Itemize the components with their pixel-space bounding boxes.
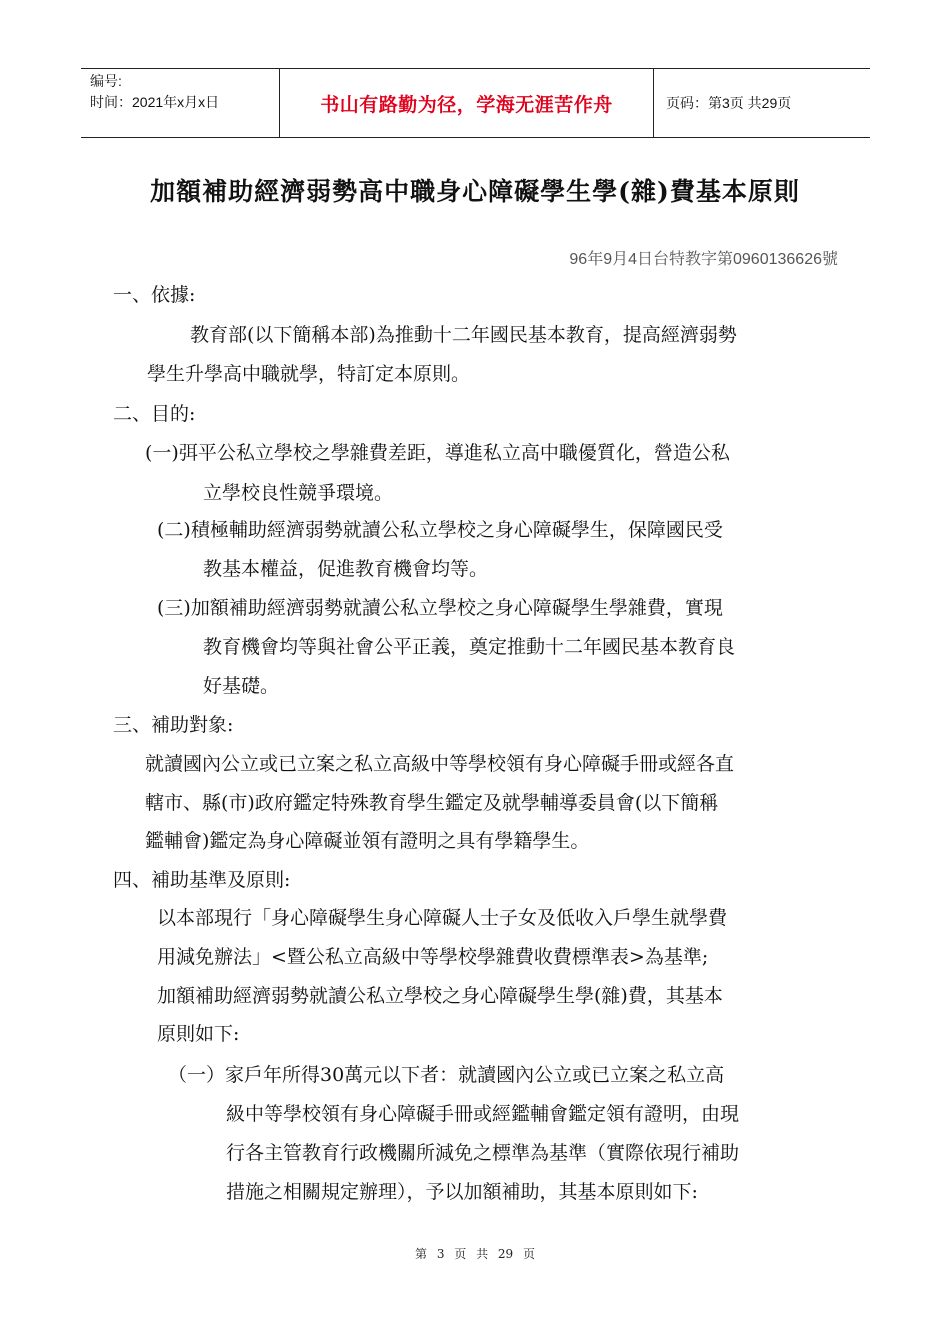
header-motto: 书山有路勤为径，学海无涯苦作舟 <box>320 93 613 116</box>
document-code-label: 编号: <box>90 73 122 89</box>
section-heading-criteria: 四、補助基準及原則: <box>113 869 291 891</box>
paragraph-line: （一）家戶年所得30萬元以下者：就讀國內公立或已立案之私立高 <box>168 1064 725 1086</box>
header-page-cell <box>654 69 870 137</box>
section-heading-basis: 一、依據: <box>113 284 196 306</box>
paragraph-line: (二)積極輔助經濟弱勢就讀公私立學校之身心障礙學生，保障國民受 <box>157 519 723 541</box>
paragraph-line: 行各主管教育行政機關所減免之標準為基準（實際依現行補助 <box>226 1142 740 1164</box>
paragraph-line: 教育部(以下簡稱本部)為推動十二年國民基本教育，提高經濟弱勢 <box>190 324 737 346</box>
header-page-number: 页码：第3页 共29页 <box>666 95 792 111</box>
section-heading-target: 三、補助對象: <box>113 714 234 736</box>
header-meta-cell <box>81 69 280 137</box>
paragraph-line: (三)加額補助經濟弱勢就讀公私立學校之身心障礙學生學雜費，實現 <box>157 597 723 619</box>
paragraph-line: 用減免辦法」<暨公私立高級中等學校學雜費收費標準表>為基準; <box>157 946 709 968</box>
paragraph-line: 好基礎。 <box>203 675 280 697</box>
paragraph-line: 教基本權益，促進教育機會均等。 <box>203 558 489 580</box>
header-motto-cell <box>280 69 654 137</box>
document-reference: 96年9月4日台特教字第0960136626號 <box>569 251 838 268</box>
section-heading-purpose: 二、目的: <box>113 403 196 425</box>
paragraph-line: 級中等學校領有身心障礙手冊或經鑑輔會鑑定領有證明，由現 <box>226 1103 740 1125</box>
paragraph-line: 立學校良性競爭環境。 <box>203 482 394 504</box>
paragraph-line: 就讀國內公立或已立案之私立高級中等學校領有身心障礙手冊或經各直 <box>145 753 735 775</box>
paragraph-line: 轄市、縣(市)政府鑑定特殊教育學生鑑定及就學輔導委員會(以下簡稱 <box>145 792 719 814</box>
document-title: 加額補助經濟弱勢高中職身心障礙學生學(雜)費基本原則 <box>150 177 800 206</box>
paragraph-line: 以本部現行「身心障礙學生身心障礙人士子女及低收入戶學生就學費 <box>157 907 728 929</box>
paragraph-line: (一)弭平公私立學校之學雜費差距，導進私立高中職優質化，營造公私 <box>145 442 730 464</box>
paragraph-line: 加額補助經濟弱勢就讀公私立學校之身心障礙學生學(雜)費，其基本 <box>157 985 723 1007</box>
paragraph-line: 學生升學高中職就學，特訂定本原則。 <box>147 363 471 385</box>
paragraph-line: 鑑輔會)鑑定為身心障礙並領有證明之具有學籍學生。 <box>145 830 590 852</box>
paragraph-line: 教育機會均等與社會公平正義，奠定推動十二年國民基本教育良 <box>203 636 736 658</box>
paragraph-line: 措施之相關規定辦理），予以加額補助，其基本原則如下: <box>226 1181 698 1203</box>
paragraph-line: 原則如下: <box>157 1023 240 1045</box>
document-date-label: 时间：2021年x月x日 <box>90 94 220 110</box>
page-footer: 第 3 页 共 29 页 <box>415 1247 535 1261</box>
header-table <box>81 68 870 138</box>
